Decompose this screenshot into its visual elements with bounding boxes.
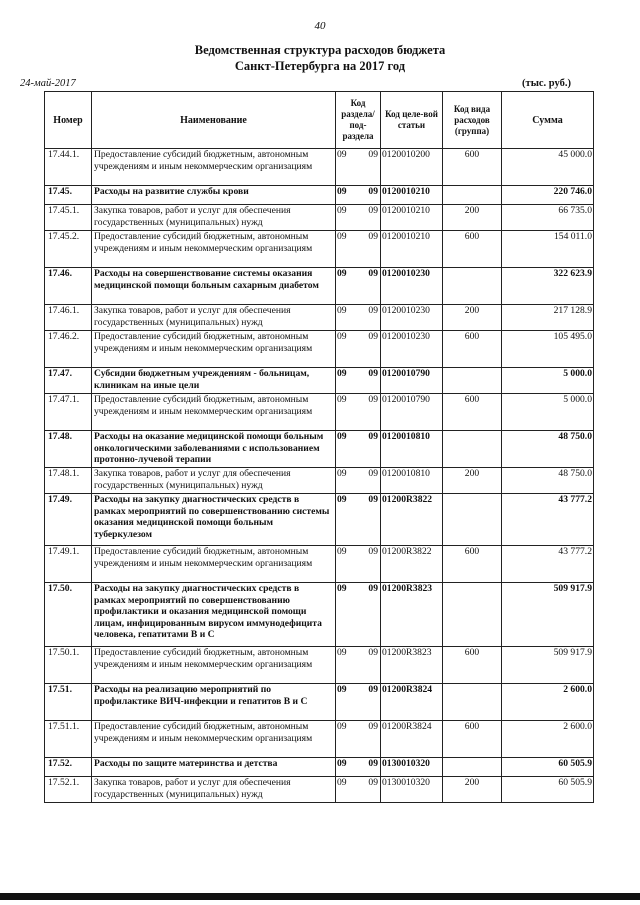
row-section-code [336,684,381,721]
row-name: Предоставление субсидий бюджетным, автономным учреждениям и иным некоммерческим организациям [92,231,336,268]
row-subsection: 09 [368,777,378,788]
row-amount: 2 600.0 [502,684,594,721]
row-name: Расходы по защите материнства и детства [92,758,336,777]
row-expense-type: 600 [443,647,502,684]
row-expense-type: 600 [443,721,502,758]
table-row [45,647,594,684]
row-subsection: 09 [368,268,378,279]
row-subsection: 09 [368,468,378,479]
row-amount: 60 505.9 [502,777,594,803]
row-name: Расходы на реализацию мероприятий по профилактике ВИЧ-инфекции и гепатитов В и С [92,684,336,721]
row-target-code: 0120010810 [381,468,443,494]
row-expense-type: 200 [443,468,502,494]
row-expense-type [443,431,502,468]
row-expense-type [443,268,502,305]
row-amount: 509 917.9 [502,583,594,647]
row-amount: 217 128.9 [502,305,594,331]
row-subsection: 09 [368,186,378,197]
row-section-code [336,494,381,546]
row-subsection: 09 [368,431,378,442]
row-subsection: 09 [368,231,378,242]
header-number: Номер [45,92,92,149]
row-amount: 220 746.0 [502,186,594,205]
page-number: 40 [314,20,326,32]
row-target-code: 01200R3823 [381,583,443,647]
row-section: 09 [337,494,347,505]
row-name: Предоставление субсидий бюджетным, автономным учреждениям и иным некоммерческим организациям [92,546,336,583]
row-section: 09 [337,721,347,732]
table-row [45,394,594,431]
document-title [0,42,640,74]
row-section-code [336,431,381,468]
row-name: Предоставление субсидий бюджетным, автономным учреждениям и иным некоммерческим организациям [92,331,336,368]
row-expense-type: 600 [443,331,502,368]
row-number: 17.49.1. [45,546,92,583]
row-subsection: 09 [368,546,378,557]
table-row [45,494,594,546]
table-row [45,305,594,331]
row-section-code [336,758,381,777]
row-section-code [336,268,381,305]
row-expense-type [443,758,502,777]
row-target-code: 0120010210 [381,205,443,231]
row-number: 17.51.1. [45,721,92,758]
row-name: Расходы на оказание медицинской помощи больным онкологическими заболеваниями с использованием протонно-лучевой терапии [92,431,336,468]
row-name: Закупка товаров, работ и услуг для обеспечения государственных (муниципальных) нужд [92,305,336,331]
row-section: 09 [337,647,347,658]
row-subsection: 09 [368,368,378,379]
table-row [45,431,594,468]
row-number: 17.46.1. [45,305,92,331]
table-row [45,546,594,583]
row-subsection: 09 [368,758,378,769]
row-section-code [336,647,381,684]
row-target-code: 0120010810 [381,431,443,468]
row-section-code [336,205,381,231]
row-number: 17.46.2. [45,331,92,368]
row-target-code: 01200R3822 [381,546,443,583]
row-section: 09 [337,149,347,160]
budget-table [44,91,594,803]
table-row [45,777,594,803]
table-row [45,721,594,758]
row-subsection: 09 [368,331,378,342]
table-row [45,268,594,305]
row-number: 17.44.1. [45,149,92,186]
table-row [45,186,594,205]
row-subsection: 09 [368,721,378,732]
row-amount: 48 750.0 [502,468,594,494]
row-section: 09 [337,231,347,242]
row-number: 17.50.1. [45,647,92,684]
row-name: Закупка товаров, работ и услуг для обеспечения государственных (муниципальных) нужд [92,205,336,231]
row-subsection: 09 [368,647,378,658]
row-section-code [336,368,381,394]
row-section: 09 [337,777,347,788]
table-row [45,149,594,186]
row-section: 09 [337,331,347,342]
document-date: 24-май-2017 [20,78,76,89]
row-section: 09 [337,546,347,557]
row-amount: 45 000.0 [502,149,594,186]
row-name: Предоставление субсидий бюджетным, автономным учреждениям и иным некоммерческим организациям [92,394,336,431]
row-amount: 154 011.0 [502,231,594,268]
table-row [45,758,594,777]
row-amount: 509 917.9 [502,647,594,684]
row-section: 09 [337,186,347,197]
row-section: 09 [337,305,347,316]
row-subsection: 09 [368,305,378,316]
scan-edge-bar [0,893,640,900]
row-subsection: 09 [368,684,378,695]
row-expense-type: 200 [443,305,502,331]
row-name: Расходы на закупку диагностических средств в рамках мероприятий по совершенствованию системы оказания медицинской помощи больным туберкулезом [92,494,336,546]
row-number: 17.47.1. [45,394,92,431]
row-number: 17.46. [45,268,92,305]
row-name: Предоставление субсидий бюджетным, автономным учреждениям и иным некоммерческим организациям [92,721,336,758]
row-expense-type: 600 [443,149,502,186]
row-target-code: 01200R3824 [381,684,443,721]
title-line-1: Ведомственная структура расходов бюджета [194,43,446,57]
row-section-code [336,394,381,431]
row-name: Субсидии бюджетным учреждениям - больницам, клиникам на иные цели [92,368,336,394]
row-target-code: 01200R3822 [381,494,443,546]
row-amount: 43 777.2 [502,546,594,583]
row-section: 09 [337,368,347,379]
table-row [45,684,594,721]
table-row [45,205,594,231]
row-subsection: 09 [368,149,378,160]
row-section-code [336,331,381,368]
units-label: (тыс. руб.) [522,78,571,89]
row-amount: 48 750.0 [502,431,594,468]
table-row [45,331,594,368]
table-row [45,231,594,268]
row-subsection: 09 [368,205,378,216]
row-number: 17.45. [45,186,92,205]
row-subsection: 09 [368,494,378,505]
row-amount: 5 000.0 [502,368,594,394]
row-name: Расходы на развитие службы крови [92,186,336,205]
row-section: 09 [337,758,347,769]
row-number: 17.47. [45,368,92,394]
row-section-code [336,777,381,803]
row-expense-type [443,684,502,721]
row-number: 17.52. [45,758,92,777]
row-target-code: 0120010230 [381,305,443,331]
row-name: Закупка товаров, работ и услуг для обеспечения государственных (муниципальных) нужд [92,468,336,494]
row-section-code [336,305,381,331]
row-target-code: 0120010790 [381,368,443,394]
row-section: 09 [337,684,347,695]
row-name: Закупка товаров, работ и услуг для обеспечения государственных (муниципальных) нужд [92,777,336,803]
row-number: 17.48. [45,431,92,468]
row-expense-type: 200 [443,777,502,803]
header-amount: Сумма [502,92,594,149]
row-target-code: 0130010320 [381,758,443,777]
row-number: 17.45.1. [45,205,92,231]
row-section-code [336,231,381,268]
row-target-code: 01200R3824 [381,721,443,758]
table-row [45,583,594,647]
row-expense-type [443,494,502,546]
row-number: 17.45.2. [45,231,92,268]
row-target-code: 0120010790 [381,394,443,431]
table-header-row [45,92,594,149]
row-expense-type: 600 [443,231,502,268]
row-number: 17.51. [45,684,92,721]
row-section: 09 [337,268,347,279]
table-row [45,468,594,494]
row-expense-type: 200 [443,205,502,231]
row-section: 09 [337,394,347,405]
row-name: Расходы на закупку диагностических средств в рамках мероприятий по совершенствованию профилактики и оказания медицинской помощи лицам, инфицированным вирусом иммунодефицита человека, гепатитами В и С [92,583,336,647]
row-target-code: 0120010230 [381,331,443,368]
row-expense-type [443,368,502,394]
row-subsection: 09 [368,394,378,405]
row-section-code [336,721,381,758]
row-expense-type [443,186,502,205]
row-section: 09 [337,205,347,216]
row-section: 09 [337,583,347,594]
row-amount: 60 505.9 [502,758,594,777]
row-section-code [336,583,381,647]
row-amount: 2 600.0 [502,721,594,758]
row-amount: 5 000.0 [502,394,594,431]
row-section-code [336,468,381,494]
row-section: 09 [337,431,347,442]
row-name: Расходы на совершенствование системы оказания медицинской помощи больным сахарным диабетом [92,268,336,305]
row-target-code: 0120010210 [381,231,443,268]
row-expense-type [443,583,502,647]
row-amount: 322 623.9 [502,268,594,305]
row-target-code: 0130010320 [381,777,443,803]
row-section: 09 [337,468,347,479]
row-subsection: 09 [368,583,378,594]
row-expense-type: 600 [443,546,502,583]
row-section-code [336,186,381,205]
row-target-code: 0120010230 [381,268,443,305]
row-number: 17.49. [45,494,92,546]
row-amount: 105 495.0 [502,331,594,368]
row-target-code: 0120010210 [381,186,443,205]
row-name: Предоставление субсидий бюджетным, автономным учреждениям и иным некоммерческим организациям [92,647,336,684]
row-amount: 66 735.0 [502,205,594,231]
title-line-2: Санкт-Петербурга на 2017 год [234,59,406,73]
table-row [45,368,594,394]
row-expense-type: 600 [443,394,502,431]
row-section-code [336,546,381,583]
row-amount: 43 777.2 [502,494,594,546]
header-name: Наименование [92,92,336,149]
row-number: 17.50. [45,583,92,647]
row-target-code: 0120010200 [381,149,443,186]
header-expense-type: Код вида расходов (группа) [443,92,502,149]
row-number: 17.52.1. [45,777,92,803]
row-section-code [336,149,381,186]
header-section: Код раздела/ под-раздела [336,92,381,149]
header-target: Код целе-вой статьи [381,92,443,149]
row-number: 17.48.1. [45,468,92,494]
row-name: Предоставление субсидий бюджетным, автономным учреждениям и иным некоммерческим организациям [92,149,336,186]
row-target-code: 01200R3823 [381,647,443,684]
